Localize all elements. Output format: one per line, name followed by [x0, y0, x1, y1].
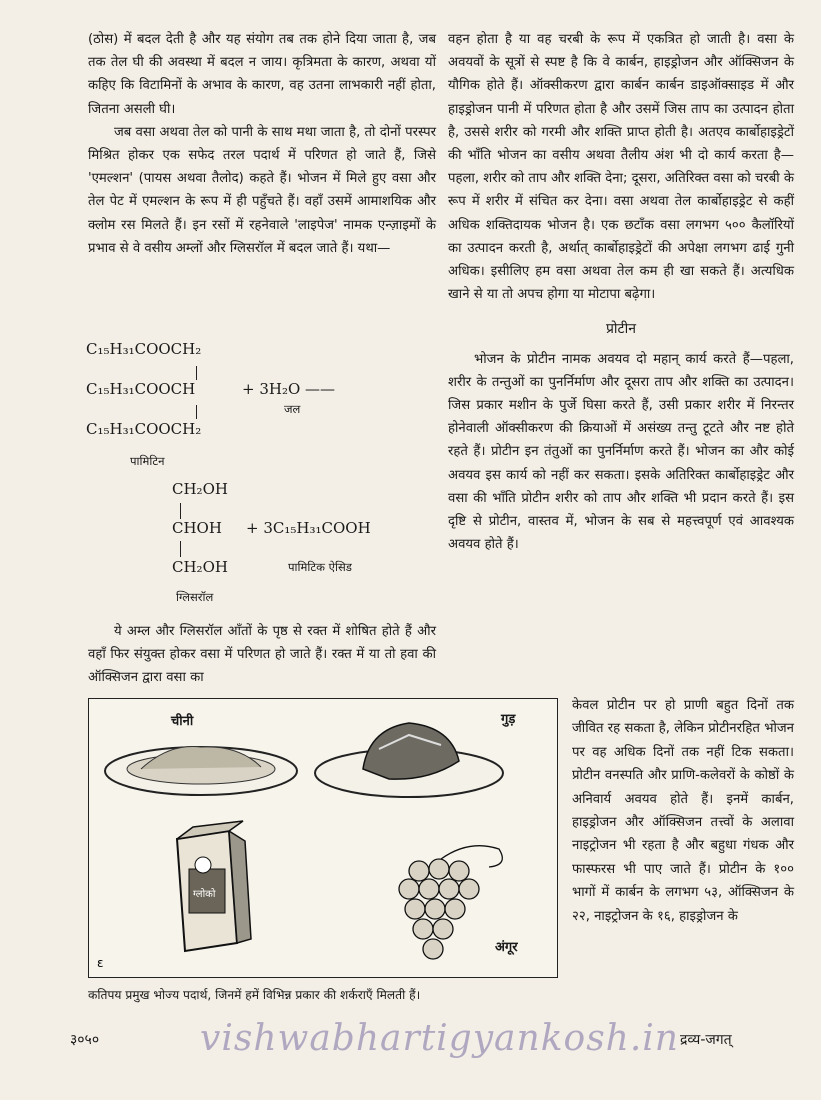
formula-line: C₁₅H₃₁COOCH₂ — [86, 420, 202, 438]
grapes-icon — [399, 846, 502, 959]
bond-line — [196, 366, 198, 380]
formula-plus-acid: + 3C₁₅H₃₁COOH — [246, 519, 371, 537]
formula-line: C₁₅H₃₁COOCH₂ — [86, 340, 202, 358]
sugar-label: चीनी — [171, 714, 194, 729]
paragraph: (ठोस) में बदल देती है और यह संयोग तब तक होने दिया जाता है, जब तक तेल घी की अवस्था में बदल न जाय। कृत्रिमता के कारण, अथवा यों कहिए कि विटामिनों के अभाव के कारण, वह उतना लाभकारी नहीं होता, जितना असली घी। — [88, 32, 436, 117]
left-column-bottom — [88, 620, 436, 690]
illustration-drawing — [89, 699, 557, 977]
formula-line: CH₂OH — [172, 480, 228, 498]
formula-line: CHOH — [172, 519, 222, 537]
left-column — [88, 28, 436, 260]
jaggery-plate-icon — [315, 723, 503, 797]
bond-line — [180, 541, 182, 557]
palmitin-label: पामिटिन — [130, 454, 165, 468]
formula-line: CH₂OH — [172, 558, 228, 576]
page-number: ३०५० — [70, 1032, 100, 1048]
section-name: द्रव्य-जगत् — [680, 1032, 732, 1048]
sugar-plate-icon — [105, 746, 297, 795]
food-illustration — [88, 698, 558, 978]
grapes-label: अंगूर — [495, 940, 518, 955]
formula-plus-water: + 3H₂O —— — [242, 380, 336, 398]
box-text: ग्लोको — [193, 889, 216, 900]
water-label: जल — [284, 402, 301, 416]
paragraph: केवल प्रोटीन पर हो प्राणी बहुत दिनों तक जीवित रह सकता है, लेकिन प्रोटीनरहित भोजन पर वह अधिक दिनों तक नहीं टिक सकता। प्रोटीन वनस्पति और प्राणि-कलेवरों के कोष्ठों के अनिवार्य अवयव होते हैं। इनमें कार्बन, हाइड्रोजन और ऑक्सिजन तत्त्वों के अलावा नाइट्रोजन भी रहता है और बहुधा गंधक और फास्फरस भी पाए जाते हैं। प्रोटीन के १०० भागों में कार्बन के लगभग ५३, ऑक्सिजन के २२, नाइट्रोजन के १६, हाइड्रोजन के — [572, 698, 794, 924]
paragraph: भोजन के प्रोटीन नामक अवयव दो महान् कार्य करते हैं—पहला, शरीर के तन्तुओं का पुनर्निर्माण और दूसरा ताप और शक्ति का उत्पादन। जिस प्रकार मशीन के पुर्जे घिसा करते हैं, उसी प्रकार शरीर में निरन्तर होनेवाली ऑक्सीकरण की क्रियाओं में असंख्य तन्तु टूटते और नष्ट होते रहते हैं। प्रोटीन इन तंतुओं का पुनर्निर्माण करते हैं। भोजन का और कोई अवयव इस कार्य को नहीं कर सकता। इसके अतिरिक्त कार्बोहाइड्रेट और वसा की भाँति प्रोटीन शरीर को ताप और शक्ति भी प्रदान करते हैं। इस दृष्टि से प्रोटीन, वास्तव में, भोजन के सब से महत्त्वपूर्ण एवं आवश्यक अवयव होते हैं। — [448, 351, 794, 553]
right-column — [448, 28, 794, 556]
jaggery-label: गुड़ — [501, 712, 516, 727]
glycerol-label: ग्लिसरॉल — [176, 590, 214, 604]
palmitic-acid-label: पामिटिक ऐसिड — [288, 560, 352, 574]
right-column-wrap — [572, 694, 794, 928]
glucose-box-icon — [177, 821, 251, 951]
watermark: vishwabhartigyankosh.in — [200, 1018, 679, 1059]
figure-caption: कतिपय प्रमुख भोज्य पदार्थ, जिनमें हमें विभिन्न प्रकार की शर्कराएँ मिलती हैं। — [88, 988, 421, 1002]
paragraph: वहन होता है या वह चरबी के रूप में एकत्रित हो जाती है। वसा के अवयवों के सूत्रों से स्पष्ट है कि वे कार्बन, हाइड्रोजन और ऑक्सिजन के यौगिक होते हैं। ऑक्सीकरण द्वारा कार्बन कार्बन डाइऑक्साइड में और हाइड्रोजन पानी में परिणत होता है और उसमें जिस ताप का उत्पादन होता है, उससे शरीर को गरमी और शक्ति प्राप्त होती है। अतएव कार्बोहाइड्रेटों की भाँति भोजन का वसीय अथवा तैलीय अंश भी दो कार्य करता है—पहला, शरीर को ताप और शक्ति देना; दूसरा, अतिरिक्त वसा को चरबी के रूप में शरीर में संचित कर देना। वसा अथवा तेल कार्बोहाइड्रेट से कहीं अधिक शक्तिदायक भोजन है। एक छटाँक वसा लगभग ५०० कैलॉरियों का उत्पादन करती है, अर्थात् कार्बोहाइड्रेटों की अपेक्षा लगभग ढाई गुनी अधिक। इसीलिए हम वसा अथवा तेल कम ही खा सकते हैं। अत्यधिक खाने से या तो अपच होगा या मोटापा बढ़ेगा। — [448, 32, 794, 303]
bond-line — [180, 503, 182, 519]
bond-line — [196, 405, 198, 419]
paragraph: जब वसा अथवा तेल को पानी के साथ मथा जाता है, तो दोनों परस्पर मिश्रित होकर एक सफेद तरल पदार्थ में परिणत हो जाते हैं, जिसे 'एमल्शन' (पायस अथवा तैलोद) कहते हैं। भोजन में मिले हुए वसा और तेल पेट में एमल्शन के रूप में ही पहुँचते हैं। वहाँ उसमें आमाशयिक और क्लोम रस मिलते हैं। इन रसों में रहनेवाले 'लाइपेज' नामक एन्ज़ाइमों के प्रभाव से वे वसीय अम्लों और ग्लिसरॉल में बदल जाते हैं। यथा— — [88, 124, 436, 256]
section-heading: प्रोटीन — [605, 321, 637, 338]
paragraph: ये अम्ल और ग्लिसरॉल आँतों के पृष्ठ से रक्त में शोषित होते हैं और वहाँ फिर संयुक्त होकर वसा में परिणत हो जाते हैं। रक्त में या तो हवा की ऑक्सिजन द्वारा वसा का — [88, 624, 436, 686]
formula-line: C₁₅H₃₁COOCH — [86, 380, 196, 398]
corner-mark: ε — [97, 956, 104, 970]
